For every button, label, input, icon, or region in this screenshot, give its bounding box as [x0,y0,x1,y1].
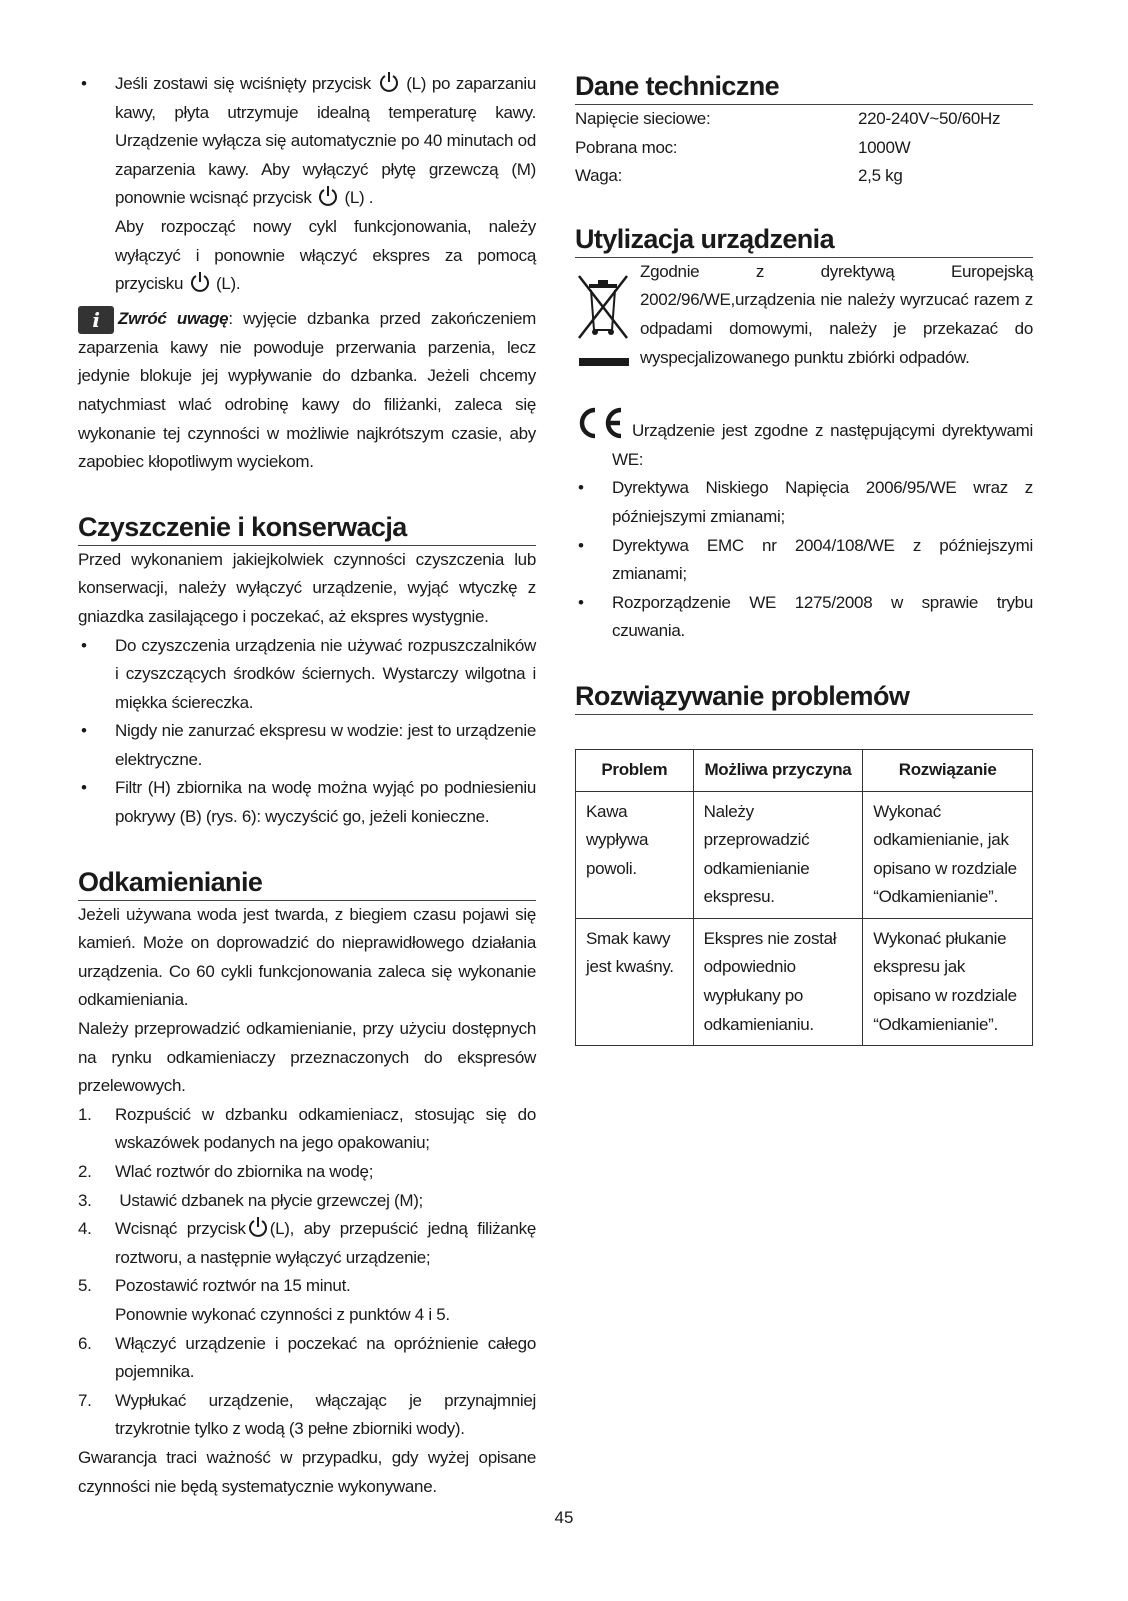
list-item [78,1387,536,1444]
power-icon [248,1216,268,1238]
right-column [575,70,1033,1046]
table-row [576,918,1033,1045]
power-icon [318,185,338,207]
warranty-note: Gwarancja traci ważność w przypadku, gdy wyżej opisane czynności nie będą systematycznie wykonywane. [78,1447,536,1496]
step-text: Wlać roztwór do zbiornika na wodę; [115,1162,374,1181]
ce-directives [575,474,1033,646]
intro-restart [78,213,536,299]
power-icon [190,271,210,293]
table-cell: Wykonać odkamienianie, jak opisano w rozdziale “Odkamienianie”. [863,791,1033,918]
note-text: : wyjęcie dzbanka przed zakończeniem zaparzenia kawy nie powoduje przerwania parzenia, lecz jedynie blokuje jej wypływanie do dzbanka. Jeżeli chcemy natychmiast wlać odrobinę kawy do filiżanki, zaleca się wykonanie tej czynności w możliwie najkrótszym czasie, aby zapobiec kłopotliwym wyciekom. [78,308,536,472]
step-text: Wcisnąć przycisk [115,1219,246,1239]
specs-heading: Dane techniczne [575,70,1033,105]
table-cell: Należy przeprowadzić odkamienianie ekspresu. [693,791,863,918]
step-text: Pozostawić roztwór na 15 minut. [115,1276,351,1296]
info-icon: i [78,306,114,334]
list-item: • Nigdy nie zanurzać ekspresu w wodzie: jest to urządzenie elektryczne. [78,717,536,774]
step-text: (L), aby przepuścić jedną filiżankę roztworu, a następnie wyłączyć urządzenie; [115,1219,536,1267]
step-number: 3. [78,1190,92,1210]
table-row [576,791,1033,918]
disposal-heading: Utylizacja urządzenia [575,223,1033,258]
descaling-p1: Jeżeli używana woda jest twarda, z biegiem czasu pojawi się kamień. Może on doprowadzić do nieprawidłowego działania urządzenia. Co 60 cykli funkcjonowania zaleca się wykonanie odkamieniania. [78,904,536,1010]
table-cell: Wykonać płukanie ekspresu jak opisano w rozdziale “Odkamienianie”. [863,918,1033,1045]
step-number: 2. [78,1162,92,1181]
step-number: 6. [78,1333,92,1353]
list-item: • Rozporządzenie WE 1275/2008 w sprawie trybu czuwania. [575,589,1033,646]
intro-bullet [78,70,536,213]
list-item [78,1272,536,1329]
step-text: Ustawić dzbanek na płycie grzewczej (M); [115,1190,423,1210]
spec-key: Napięcie sieciowe: [575,109,711,128]
cleaning-heading: Czyszczenie i konserwacja [78,511,536,546]
intro-text-3: (L) . [344,188,374,208]
page-number: 45 [554,1508,574,1527]
step-number: 4. [78,1219,92,1239]
troubleshooting-heading: Rozwiązywanie problemów [575,680,1033,715]
descaling-steps [78,1101,536,1444]
spec-key: Waga: [575,166,623,186]
list-item [78,1215,536,1272]
table-cell: Ekspres nie został odpowiednio wypłukany po odkamienianiu. [693,918,863,1045]
table-cell: Smak kawy jest kwaśny. [576,918,694,1045]
list-item [78,1158,536,1187]
step-text: Rozpuścić w dzbanku odkamieniacz, stosując się do wskazówek podanych na jego opakowaniu; [115,1104,536,1153]
power-icon [379,71,399,93]
table-cell: Kawa wypływa powoli. [576,791,694,918]
table-header-row [576,749,1033,791]
spec-row [575,162,1033,191]
list-item [78,1101,536,1158]
spec-key: Pobrana moc: [575,137,678,157]
intro-text-1: Jeśli zostawi się wciśnięty przycisk [115,74,371,93]
list-item: • Do czyszczenia urządzenia nie używać rozpuszczalników i czyszczących środków ściernych. Wystarczy wilgotna i miękka ściereczka. [78,632,536,718]
restart-end: (L). [216,274,241,294]
column-header: Rozwiązanie [863,749,1033,791]
descaling-p2: Należy przeprowadzić odkamienianie, przy użyciu dostępnych na rynku odkamieniaczy przeznaczonych do ekspresów przelewowych. [78,1019,536,1096]
spec-value: 220-240V~50/60Hz [858,109,1001,128]
note-paragraph [78,305,536,477]
spec-value: 1000W [858,137,911,157]
ce-intro: Urządzenie jest zgodne z następującymi dyrektywami WE: [612,421,1033,469]
step-number: 7. [78,1390,92,1410]
specs-table [575,105,1033,191]
list-item: • Dyrektywa Niskiego Napięcia 2006/95/WE wraz z późniejszymi zmianami; [575,474,1033,531]
list-item: • Dyrektywa EMC nr 2004/108/WE z późniejszymi zmianami; [575,532,1033,589]
crossed-bin-icon [577,272,629,368]
disposal-block [575,258,1033,372]
troubleshooting-table [575,749,1033,1046]
ce-block [575,404,1033,474]
spec-row [575,134,1033,163]
restart-text: Aby rozpocząć nowy cykl funkcjonowania, należy wyłączyć i ponownie włączyć ekspres za pomocą przycisku [115,216,536,294]
note-label: Zwróć uwagę [118,308,229,328]
list-item [78,1330,536,1387]
column-header: Możliwa przyczyna [693,749,863,791]
spec-value: 2,5 kg [858,166,903,186]
ce-mark-icon [575,404,625,442]
left-column [78,70,536,1501]
intro-text-2: (L) po zaparzaniu kawy, płyta utrzymuje idealną temperaturę kawy. Urządzenie wyłącza się automatycznie po 40 minutach od zaparzenia kawy. Aby wyłączyć płytę grzewczą (M) ponownie wcisnąć przycisk [115,74,536,208]
disposal-text: Zgodnie z dyrektywą Europejską 2002/96/WE,urządzenia nie należy wyrzucać razem z odpadami domowymi, należy je przekazać do wyspecjalizowanego punktu zbiórki odpadów. [640,261,1033,367]
cleaning-list [78,632,536,832]
step-number: 5. [78,1276,92,1296]
step-number: 1. [78,1104,92,1124]
step-text-extra: Ponownie wykonać czynności z punktów 4 i 5. [115,1304,450,1324]
list-item: • Filtr (H) zbiornika na wodę można wyjąć po podniesieniu pokrywy (B) (rys. 6): wyczyścić go, jeżeli konieczne. [78,774,536,831]
descaling-heading: Odkamienianie [78,866,536,901]
cleaning-intro: Przed wykonaniem jakiejkolwiek czynności czyszczenia lub konserwacji, należy wyłączyć urządzenie, wyjąć wtyczkę z gniazdka zasilającego i poczekać, aż ekspres wystygnie. [78,549,536,626]
spec-row [575,105,1033,134]
step-text: Włączyć urządzenie i poczekać na opróżnienie całego pojemnika. [115,1333,536,1382]
list-item [78,1187,536,1216]
step-text: Wypłukać urządzenie, włączając je przynajmniej trzykrotnie tylko z wodą (3 pełne zbiorniki wody). [115,1390,536,1439]
column-header: Problem [576,749,694,791]
